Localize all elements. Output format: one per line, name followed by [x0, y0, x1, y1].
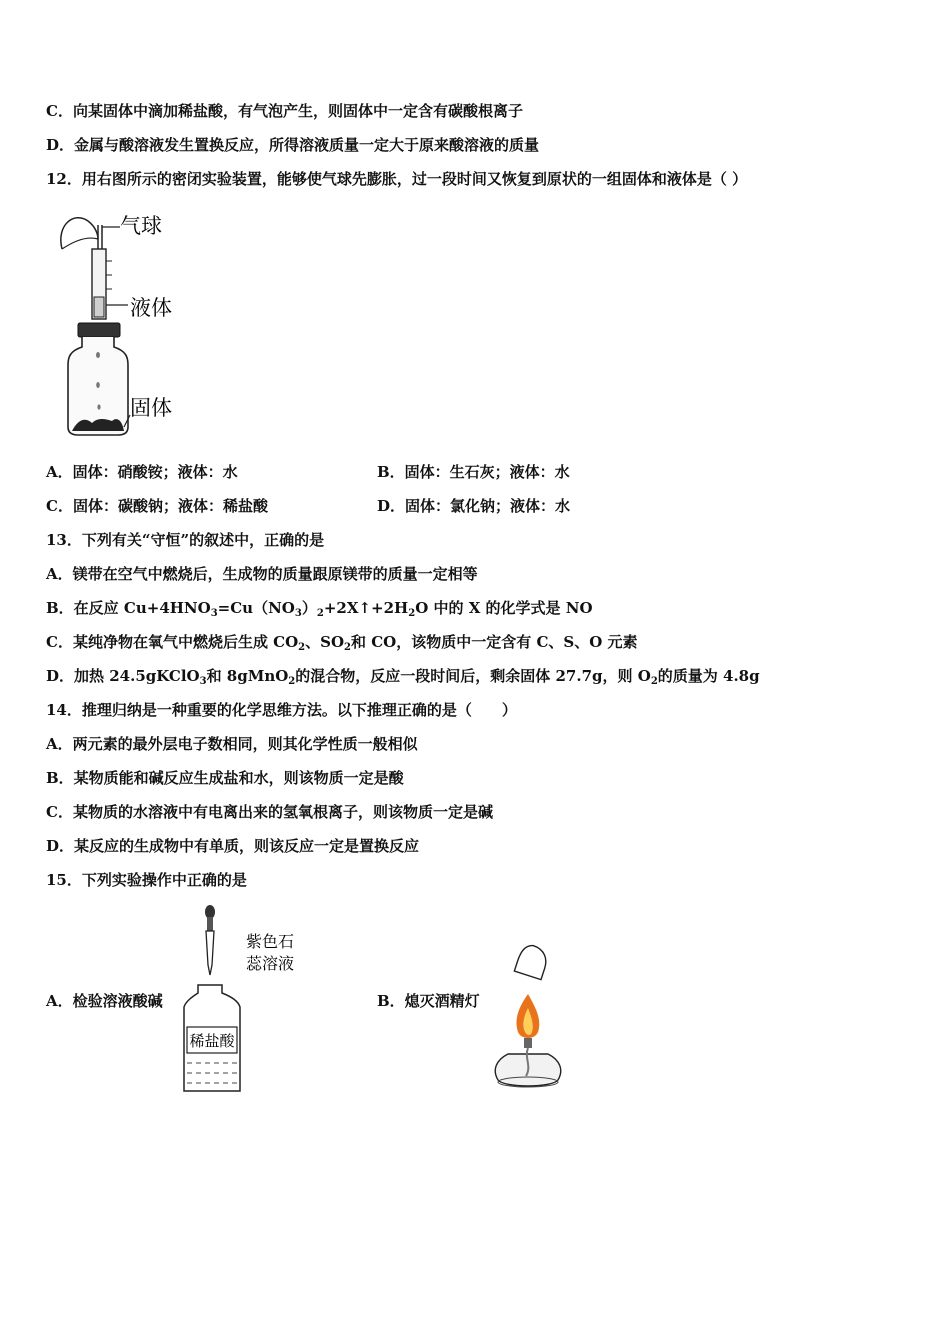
label-litmus-1: 紫色石 [246, 932, 295, 951]
q14-stem: 14．推理归纳是一种重要的化学思维方法。以下推理正确的是（ ） [46, 701, 517, 719]
q14-option-d: D．某反应的生成物中有单质，则该反应一定是置换反应 [46, 837, 420, 855]
q15-dropper-bottle-figure [180, 903, 310, 1095]
q11-option-c: C．向某固体中滴加稀盐酸，有气泡产生，则固体中一定含有碳酸根离子 [46, 102, 523, 120]
q12-option-c: C．固体：碳酸钠；液体：稀盐酸 [46, 497, 268, 515]
q12-option-a: A．固体：硝酸铵；液体：水 [46, 463, 238, 481]
q15-option-a: A．检验溶液酸碱 [46, 992, 163, 1010]
q15-alcohol-lamp-figure [490, 942, 566, 1094]
q12-stem: 12．用右图所示的密闭实验装置，能够使气球先膨胀，过一段时间又恢复到原状的一组固体和液体是（ ） [46, 170, 748, 188]
q13-option-a: A．镁带在空气中燃烧后，生成物的质量跟原镁带的质量一定相等 [46, 565, 478, 583]
label-dilute-hcl: 稀盐酸 [189, 1032, 235, 1050]
q15-stem: 15．下列实验操作中正确的是 [46, 871, 247, 889]
q15-option-b: B．熄灭酒精灯 [377, 992, 480, 1010]
q14-option-b: B．某物质能和碱反应生成盐和水，则该物质一定是酸 [46, 769, 404, 787]
label-liquid: 液体 [130, 296, 172, 320]
q13-option-d: D．加热 24.5gKClO$_3$和 8gMnO$_2$的混合物，反应一段时间后，剩余固体 27.7g，则 $O_2$的质量为 4.8g [46, 667, 760, 687]
label-solid: 固体 [130, 396, 172, 420]
q12-option-b: B．固体：生石灰；液体：水 [377, 463, 570, 481]
q11-option-d: D．金属与酸溶液发生置换反应，所得溶液质量一定大于原来酸溶液的质量 [46, 136, 540, 154]
q12-option-d: D．固体：氯化钠；液体：水 [377, 497, 571, 515]
q12-apparatus-figure [56, 205, 196, 440]
lamp-cap-icon [514, 942, 550, 979]
q14-option-a: A．两元素的最外层电子数相同，则其化学性质一般相似 [46, 735, 418, 753]
dropper-tube [206, 931, 214, 975]
q14-option-c: C．某物质的水溶液中有电离出来的氢氧根离子，则该物质一定是碱 [46, 803, 493, 821]
q13-option-b: B．在反应 $Cu+4HNO_3=Cu(NO_3)_2+2X↑+2H_2O$ 中的 X 的化学式是 NO [46, 599, 593, 619]
dropper-bulb [205, 905, 215, 919]
q13-stem: 13．下列有关“守恒”的叙述中，正确的是 [46, 531, 325, 549]
q13-option-c: C．某纯净物在氧气中燃烧后生成 $CO_2$、$SO_2$和 CO，该物质中一定含有 C、S、O 元素 [46, 633, 638, 653]
balloon-shape [61, 218, 98, 249]
label-litmus-2: 蕊溶液 [246, 954, 295, 973]
label-balloon: 气球 [120, 214, 162, 238]
